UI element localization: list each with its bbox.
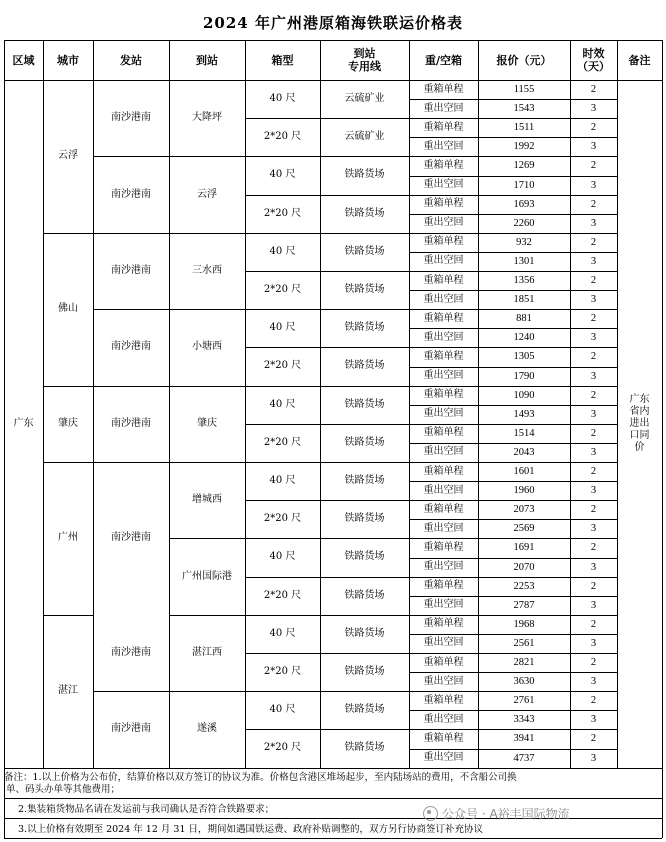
transit-days-cell: 3 [590,637,597,649]
price-cell: 3941 [513,733,535,745]
box-type-cell: 2*20 尺 [263,589,302,601]
column-line [570,40,571,768]
price-cell: 932 [516,236,532,248]
load-type-cell: 重出空回 [423,293,464,305]
price-cell: 1514 [513,427,535,439]
price-cell: 1992 [513,141,535,153]
column-line [93,40,94,768]
dedicated-line-cell: 铁路货场 [344,627,385,639]
transit-days-cell: 3 [590,561,597,573]
load-type-cell: 重出空回 [423,255,464,267]
price-cell: 1968 [513,618,535,630]
origin-cell: 南沙港南 [111,112,151,124]
price-cell: 2073 [513,504,535,516]
notes-bottom-border [4,838,662,839]
load-type-cell: 重出空回 [423,522,464,534]
destination-cell: 增城西 [192,494,222,506]
transit-days-cell: 3 [590,141,597,153]
load-type-cell: 重出空回 [423,446,464,458]
load-type-cell: 重出空回 [423,675,464,687]
load-type-cell: 重箱单程 [423,312,464,324]
load-type-cell: 重箱单程 [423,656,464,668]
load-type-cell: 重箱单程 [423,465,464,477]
price-cell: 1155 [513,84,535,96]
dedicated-line-cell: 铁路货场 [344,742,385,754]
price-cell: 1691 [513,542,535,554]
header-dedicated-line: 到站 专用线 [348,47,381,73]
column-line [409,40,410,768]
price-cell: 1511 [513,122,535,134]
column-line [169,40,170,768]
load-type-cell: 重出空回 [423,102,464,114]
column-line [320,40,321,768]
price-cell: 1693 [513,198,535,210]
column-line [617,40,618,768]
load-type-cell: 重出空回 [423,370,464,382]
box-type-cell: 2*20 尺 [263,436,302,448]
transit-days-cell: 2 [590,236,597,248]
transit-days-cell: 2 [590,389,597,401]
transit-days-cell: 2 [590,84,597,96]
origin-cell: 南沙港南 [111,188,151,200]
load-type-cell: 重箱单程 [423,236,464,248]
price-cell: 1305 [513,351,535,363]
price-cell: 2787 [513,599,535,611]
box-type-cell: 2*20 尺 [263,666,302,678]
transit-days-cell: 2 [590,580,597,592]
dedicated-line-cell: 铁路货场 [344,207,385,219]
transit-days-cell: 2 [590,657,597,669]
load-type-cell: 重出空回 [423,752,464,764]
price-cell: 1240 [513,332,535,344]
load-type-cell: 重出空回 [423,331,464,343]
dedicated-line-cell: 云硫矿业 [344,93,385,105]
header-box-type: 箱型 [271,53,294,67]
dedicated-line-cell: 铁路货场 [344,245,385,257]
load-type-cell: 重出空回 [423,408,464,420]
origin-cell: 南沙港南 [111,646,151,658]
region-cell: 广东 [13,417,34,429]
price-cell: 1710 [513,179,535,191]
transit-days-cell: 2 [590,427,597,439]
dedicated-line-cell: 铁路货场 [344,322,385,334]
price-cell: 2761 [513,695,535,707]
load-type-cell: 重出空回 [423,484,464,496]
load-type-cell: 重箱单程 [423,198,464,210]
box-type-cell: 2*20 尺 [263,131,302,143]
price-cell: 1790 [513,370,535,382]
dedicated-line-cell: 云硫矿业 [344,131,385,143]
destination-cell: 大降坪 [192,112,222,124]
header-transit-days: 时效 （天） [577,47,610,73]
table-title: 2024 年广州港原箱海铁联运价格表 [203,13,463,32]
load-type-cell: 重出空回 [423,217,464,229]
price-cell: 1301 [513,255,535,267]
box-type-cell: 40 尺 [269,627,296,639]
price-cell: 1543 [513,103,535,115]
note-line: 备注：1.以上价格为公布价，结算价格以双方签订的协议为准。价格包含港区堆场起步，至内陆场站的费用，不含船公司换 [4,771,517,783]
box-type-cell: 2*20 尺 [263,207,302,219]
city-cell: 佛山 [58,303,78,315]
transit-days-cell: 2 [590,733,597,745]
table-bottom-border [4,768,662,769]
price-cell: 2070 [513,561,535,573]
price-cell: 1601 [513,466,535,478]
transit-days-cell: 3 [590,332,597,344]
column-line [662,40,663,768]
wechat-icon [423,806,438,821]
dedicated-line-cell: 铁路货场 [344,513,385,525]
transit-days-cell: 2 [590,542,597,554]
box-type-cell: 2*20 尺 [263,742,302,754]
transit-days-cell: 3 [590,446,597,458]
transit-days-cell: 3 [590,676,597,688]
transit-days-cell: 2 [590,618,597,630]
watermark-text: 公众号 · A裕丰国际物流 [442,807,570,821]
note-line: 单、码头办单等其他费用； [6,783,121,795]
dedicated-line-cell: 铁路货场 [344,360,385,372]
dedicated-line-cell: 铁路货场 [344,169,385,181]
destination-cell: 湛江西 [192,646,222,658]
transit-days-cell: 3 [590,714,597,726]
notes-right-border [662,768,663,838]
price-cell: 2260 [513,217,535,229]
destination-cell: 广州国际港 [182,570,232,582]
load-type-cell: 重出空回 [423,599,464,611]
transit-days-cell: 3 [590,217,597,229]
transit-days-cell: 3 [590,103,597,115]
origin-cell: 南沙港南 [111,264,151,276]
price-cell: 2043 [513,446,535,458]
dedicated-line-cell: 铁路货场 [344,284,385,296]
box-type-cell: 40 尺 [269,169,296,181]
load-type-cell: 重箱单程 [423,427,464,439]
transit-days-cell: 3 [590,370,597,382]
header-region: 区域 [12,53,35,67]
price-cell: 881 [516,313,532,325]
transit-days-cell: 3 [590,599,597,611]
load-type-cell: 重箱单程 [423,83,464,95]
city-cell: 肇庆 [58,417,78,429]
box-type-cell: 2*20 尺 [263,360,302,372]
destination-cell: 云浮 [197,188,217,200]
destination-cell: 肇庆 [197,417,217,429]
price-cell: 2561 [513,637,535,649]
transit-days-cell: 3 [590,255,597,267]
dedicated-line-cell: 铁路货场 [344,589,385,601]
note-line: 2.集装箱货物品名请在发运前与我司确认是否符合铁路要求； [18,803,275,815]
city-cell: 云浮 [58,150,78,162]
load-type-cell: 重箱单程 [423,350,464,362]
column-line [478,40,479,768]
note-line: 3.以上价格有效期至 2024 年 12 月 31 日，期间如遇国铁运费、政府补贴调整的，双方另行协商签订补充协议 [18,823,484,835]
column-line [43,40,44,768]
box-type-cell: 40 尺 [269,475,296,487]
transit-days-cell: 2 [590,351,597,363]
price-cell: 4737 [513,752,535,764]
dedicated-line-cell: 铁路货场 [344,551,385,563]
load-type-cell: 重箱单程 [423,503,464,515]
origin-cell: 南沙港南 [111,341,151,353]
price-cell: 1960 [513,485,535,497]
transit-days-cell: 3 [590,408,597,420]
dedicated-line-cell: 铁路货场 [344,704,385,716]
transit-days-cell: 2 [590,466,597,478]
dedicated-line-cell: 铁路货场 [344,398,385,410]
transit-days-cell: 3 [590,523,597,535]
box-type-cell: 2*20 尺 [263,513,302,525]
box-type-cell: 2*20 尺 [263,284,302,296]
header-destination: 到站 [196,53,218,67]
price-cell: 3630 [513,676,535,688]
price-cell: 1090 [513,389,535,401]
column-line [4,40,5,768]
load-type-cell: 重箱单程 [423,121,464,133]
price-cell: 2253 [513,580,535,592]
load-type-cell: 重箱单程 [423,274,464,286]
transit-days-cell: 3 [590,485,597,497]
price-cell: 1269 [513,160,535,172]
box-type-cell: 40 尺 [269,551,296,563]
transit-days-cell: 2 [590,160,597,172]
price-cell: 1493 [513,408,535,420]
dedicated-line-cell: 铁路货场 [344,666,385,678]
price-cell: 2821 [513,657,535,669]
transit-days-cell: 3 [590,294,597,306]
origin-cell: 南沙港南 [111,417,151,429]
box-type-cell: 40 尺 [269,704,296,716]
load-type-cell: 重出空回 [423,179,464,191]
city-cell: 湛江 [58,685,78,697]
transit-days-cell: 2 [590,695,597,707]
price-cell: 3343 [513,714,535,726]
header-load-type: 重/空箱 [424,53,463,67]
price-cell: 2569 [513,523,535,535]
destination-cell: 三水西 [192,264,222,276]
load-type-cell: 重箱单程 [423,732,464,744]
destination-cell: 小塘西 [192,341,222,353]
header-remark: 备注 [628,53,651,67]
load-type-cell: 重箱单程 [423,541,464,553]
header-price: 报价（元） [496,53,552,67]
load-type-cell: 重箱单程 [423,580,464,592]
box-type-cell: 40 尺 [269,245,296,257]
transit-days-cell: 2 [590,275,597,287]
city-cell: 广州 [58,532,78,544]
header-origin: 发站 [120,53,142,67]
column-line [245,40,246,768]
load-type-cell: 重箱单程 [423,159,464,171]
transit-days-cell: 2 [590,504,597,516]
header-city: 城市 [57,53,79,67]
destination-cell: 遂溪 [197,723,217,735]
transit-days-cell: 2 [590,122,597,134]
origin-cell: 南沙港南 [111,532,151,544]
load-type-cell: 重箱单程 [423,618,464,630]
load-type-cell: 重箱单程 [423,389,464,401]
transit-days-cell: 3 [590,752,597,764]
watermark [423,805,570,822]
box-type-cell: 40 尺 [269,398,296,410]
load-type-cell: 重箱单程 [423,694,464,706]
dedicated-line-cell: 铁路货场 [344,475,385,487]
box-type-cell: 40 尺 [269,93,296,105]
notes-divider [4,798,662,799]
transit-days-cell: 3 [590,179,597,191]
price-cell: 1356 [513,275,535,287]
price-cell: 1851 [513,294,535,306]
load-type-cell: 重出空回 [423,140,464,152]
origin-cell: 南沙港南 [111,723,151,735]
remark-cell: 广东省内进出口同价 [629,393,650,453]
box-type-cell: 40 尺 [269,322,296,334]
load-type-cell: 重出空回 [423,561,464,573]
dedicated-line-cell: 铁路货场 [344,436,385,448]
load-type-cell: 重出空回 [423,713,464,725]
transit-days-cell: 2 [590,313,597,325]
load-type-cell: 重出空回 [423,637,464,649]
transit-days-cell: 2 [590,198,597,210]
